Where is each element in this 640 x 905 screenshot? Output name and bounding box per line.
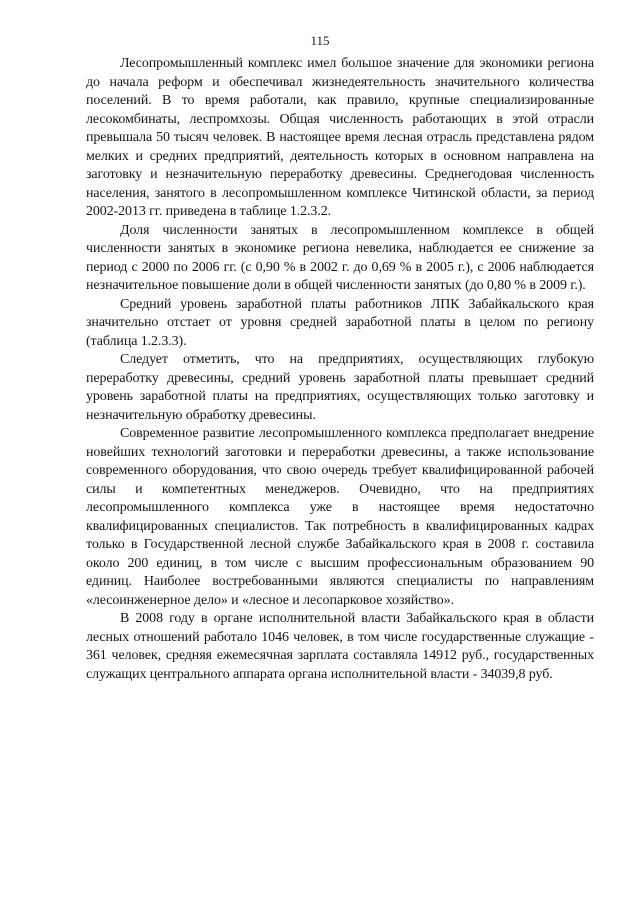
page-number: 115 — [310, 33, 330, 48]
paragraph-timber-complex-overview: Лесопромышленный комплекс имел большое значение для экономики региона до начала реформ и обеспечивал жизнедеятельность значительного количества поселений. В то время работали, как правило, крупные специализированные лесокомбинаты, леспромхозы. Общая численность работающих в этой отрасли превышала 50 тысяч человек. В настоящее время лесная отрасль представлена рядом мелких и средних предприятий, деятельность которых в основном направлена на заготовку и незначительную переработку древесины. Среднегодовая численность населения, занятого в лесопромышленном комплексе Читинской области, за период 2002-2013 гг. приведена в таблице 1.2.3.2. — [86, 56, 594, 219]
paragraph-wage-comparison: Следует отметить, что на предприятиях, осуществляющих глубокую переработку древесины, средний уровень заработной платы превышает средний уровень заработной платы на предприятиях, осуществляющих только заготовку и незначительную обработку древесины. — [86, 352, 594, 423]
paragraph-employment-share: Доля численности занятых в лесопромышленном комплексе в общей численности занятых в экономике региона невелика, наблюдается ее снижение за период с 2000 по 2006 гг. (с 0,90 % в 2002 г. до 0,69 % в 2005 г.), с 2006 наблюдается незначительное повышение доли в общей численности занятых (до 0,80 % в 2009 г.). — [86, 222, 594, 293]
paragraph-modern-development: Современное развитие лесопромышленного комплекса предполагает внедрение новейших технологий заготовки и переработки древесины, а также использование современного оборудования, что свою очередь требует квалифицированной рабочей силы и компетентных менеджеров. Очевидно, что на предприятиях лесопромышленного комплекса уже в настоящее время недостаточно квалифицированных специалистов. Так потребность в квалифицированных кадрах только в Государственной лесной службе Забайкальского края в 2008 г. составила около 200 единиц, в том числе с высшим профессиональным образованием 90 единиц. Наиболее востребованными являются специалисты по направлениям «лесоинженерное дело» и «лесное и лесопарковое хозяйство». — [86, 426, 594, 608]
paragraph-average-wage: Средний уровень заработной платы работников ЛПК Забайкальского края значительно отстает от уровня средней заработной платы в целом по региону (таблица 1.2.3.3). — [86, 296, 594, 349]
body-text — [86, 55, 594, 684]
paragraph-executive-authority-staff: В 2008 году в органе исполнительной власти Забайкальского края в области лесных отношений работало 1046 человек, в том числе государственные служащие - 361 человек, средняя ежемесячная зарплата составляла 14912 руб., государственных служащих центрального аппарата органа исполнительной власти - 34039,8 руб. — [86, 611, 594, 682]
